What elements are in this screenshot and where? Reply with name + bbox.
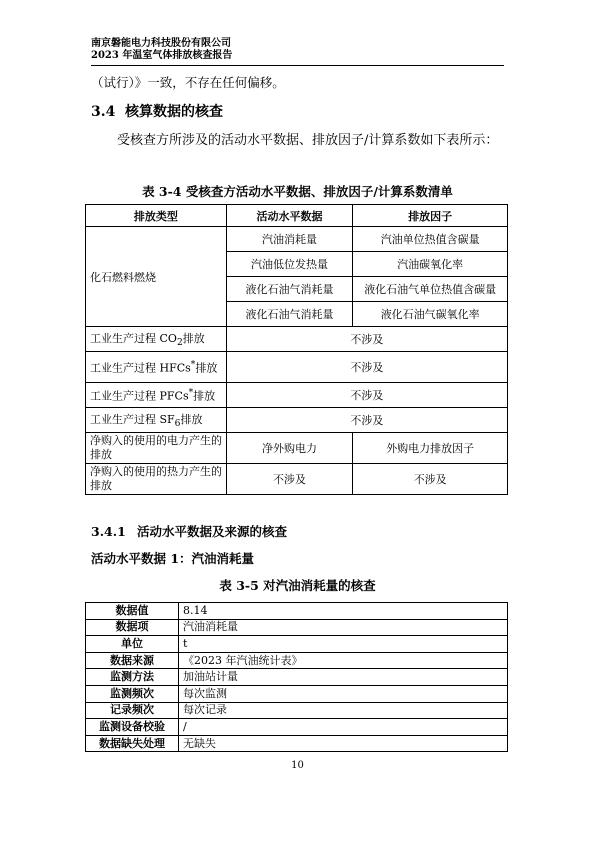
field-label: 监测方法 [86,669,179,686]
subsection-heading [91,522,287,540]
field-value: t [179,636,508,653]
company-name: 南京磐能电力科技股份有限公司 [91,38,231,49]
field-label: 记录频次 [86,702,179,719]
field-value: / [179,719,508,736]
field-value: 每次监测 [179,685,508,702]
emission-type-cell [86,327,227,352]
table-row [86,408,508,433]
table-row [86,383,508,408]
page-header [91,38,504,62]
table-row [86,636,508,653]
field-value: 《2023 年汽油统计表》 [179,652,508,669]
table-row [86,352,508,383]
activity-cell: 净外购电力 [226,433,353,464]
type-suffix: 排放 [182,331,205,345]
field-label: 数据来源 [86,652,179,669]
section-title: 核算数据的核查 [125,104,223,120]
section-heading [91,101,223,121]
table-row [86,719,508,736]
field-value: 每次记录 [179,702,508,719]
header-cell: 排放因子 [353,205,508,227]
emission-type-cell [86,383,227,408]
field-value: 加油站计量 [179,669,508,686]
emission-factor-table [85,204,508,495]
factor-cell: 汽油碳氧化率 [353,252,508,277]
table-row [86,619,508,636]
emission-type-cell: 净购入的使用的热力产生的排放 [86,464,227,495]
field-value: 8.14 [179,603,508,620]
subsection-number: 3.4.1 [91,524,126,539]
type-text: 工业生产过程 CO [90,331,177,345]
field-label: 单位 [86,636,179,653]
type-suffix: 排放 [193,389,216,403]
factor-cell: 液化石油气碳氧化率 [353,302,508,327]
table-row [86,702,508,719]
factor-cell: 汽油单位热值含碳量 [353,227,508,252]
field-value: 汽油消耗量 [179,619,508,636]
table-row [86,464,508,495]
emission-type-cell [86,408,227,433]
type-suffix: 排放 [195,361,218,375]
factor-cell: 液化石油气单位热值含碳量 [353,277,508,302]
emission-type-cell [86,352,227,383]
table-row [86,652,508,669]
activity-cell: 汽油消耗量 [226,227,353,252]
table-row [86,735,508,752]
value-cell: 不涉及 [226,383,507,408]
table-row [86,603,508,620]
page-number: 10 [291,760,304,771]
continuation-text: （试行）》一致，不存在任何偏移。 [91,75,285,90]
table2-caption: 表 3-5 对汽油消耗量的核查 [219,578,376,593]
emission-type-cell: 化石燃料燃烧 [86,227,227,327]
field-label: 监测频次 [86,685,179,702]
table-row [86,669,508,686]
table-row [86,685,508,702]
activity-cell: 汽油低位发热量 [226,252,353,277]
field-label: 数据值 [86,603,179,620]
header-cell: 排放类型 [86,205,227,227]
activity-cell: 不涉及 [226,464,353,495]
activity-data-heading: 活动水平数据 1：汽油消耗量 [91,551,255,566]
type-text: 工业生产过程 HFCs [90,361,191,375]
factor-cell: 外购电力排放因子 [353,433,508,464]
type-text: 工业生产过程 SF [90,412,175,426]
subsection-title: 活动水平数据及来源的核查 [137,524,288,539]
report-title: 2023 年温室气体排放核查报告 [91,50,233,61]
activity-cell: 液化石油气消耗量 [226,302,353,327]
header-divider [91,65,504,66]
type-superscript: * [190,359,196,371]
emission-type-cell: 净购入的使用的电力产生的排放 [86,433,227,464]
gasoline-verification-table [85,602,508,752]
field-value: 无缺失 [179,735,508,752]
type-subscript: 2 [176,337,183,349]
field-label: 监测设备校验 [86,719,179,736]
table-row [86,227,508,252]
field-label: 数据项 [86,619,179,636]
header-cell: 活动水平数据 [226,205,353,227]
intro-paragraph: 受核查方所涉及的活动水平数据、排放因子/计算系数如下表所示： [117,133,499,148]
section-number: 3.4 [91,104,116,120]
type-subscript: 6 [174,418,181,430]
factor-cell: 不涉及 [353,464,508,495]
value-cell: 不涉及 [226,327,507,352]
table-row [86,327,508,352]
field-label: 数据缺失处理 [86,735,179,752]
value-cell: 不涉及 [226,408,507,433]
type-text: 工业生产过程 PFCs [90,389,189,403]
type-superscript: * [188,386,194,398]
value-cell: 不涉及 [226,352,507,383]
table-row [86,433,508,464]
table-header-row [86,205,508,227]
type-suffix: 排放 [180,412,203,426]
table1-caption: 表 3-4 受核查方活动水平数据、排放因子/计算系数清单 [142,184,453,199]
activity-cell: 液化石油气消耗量 [226,277,353,302]
